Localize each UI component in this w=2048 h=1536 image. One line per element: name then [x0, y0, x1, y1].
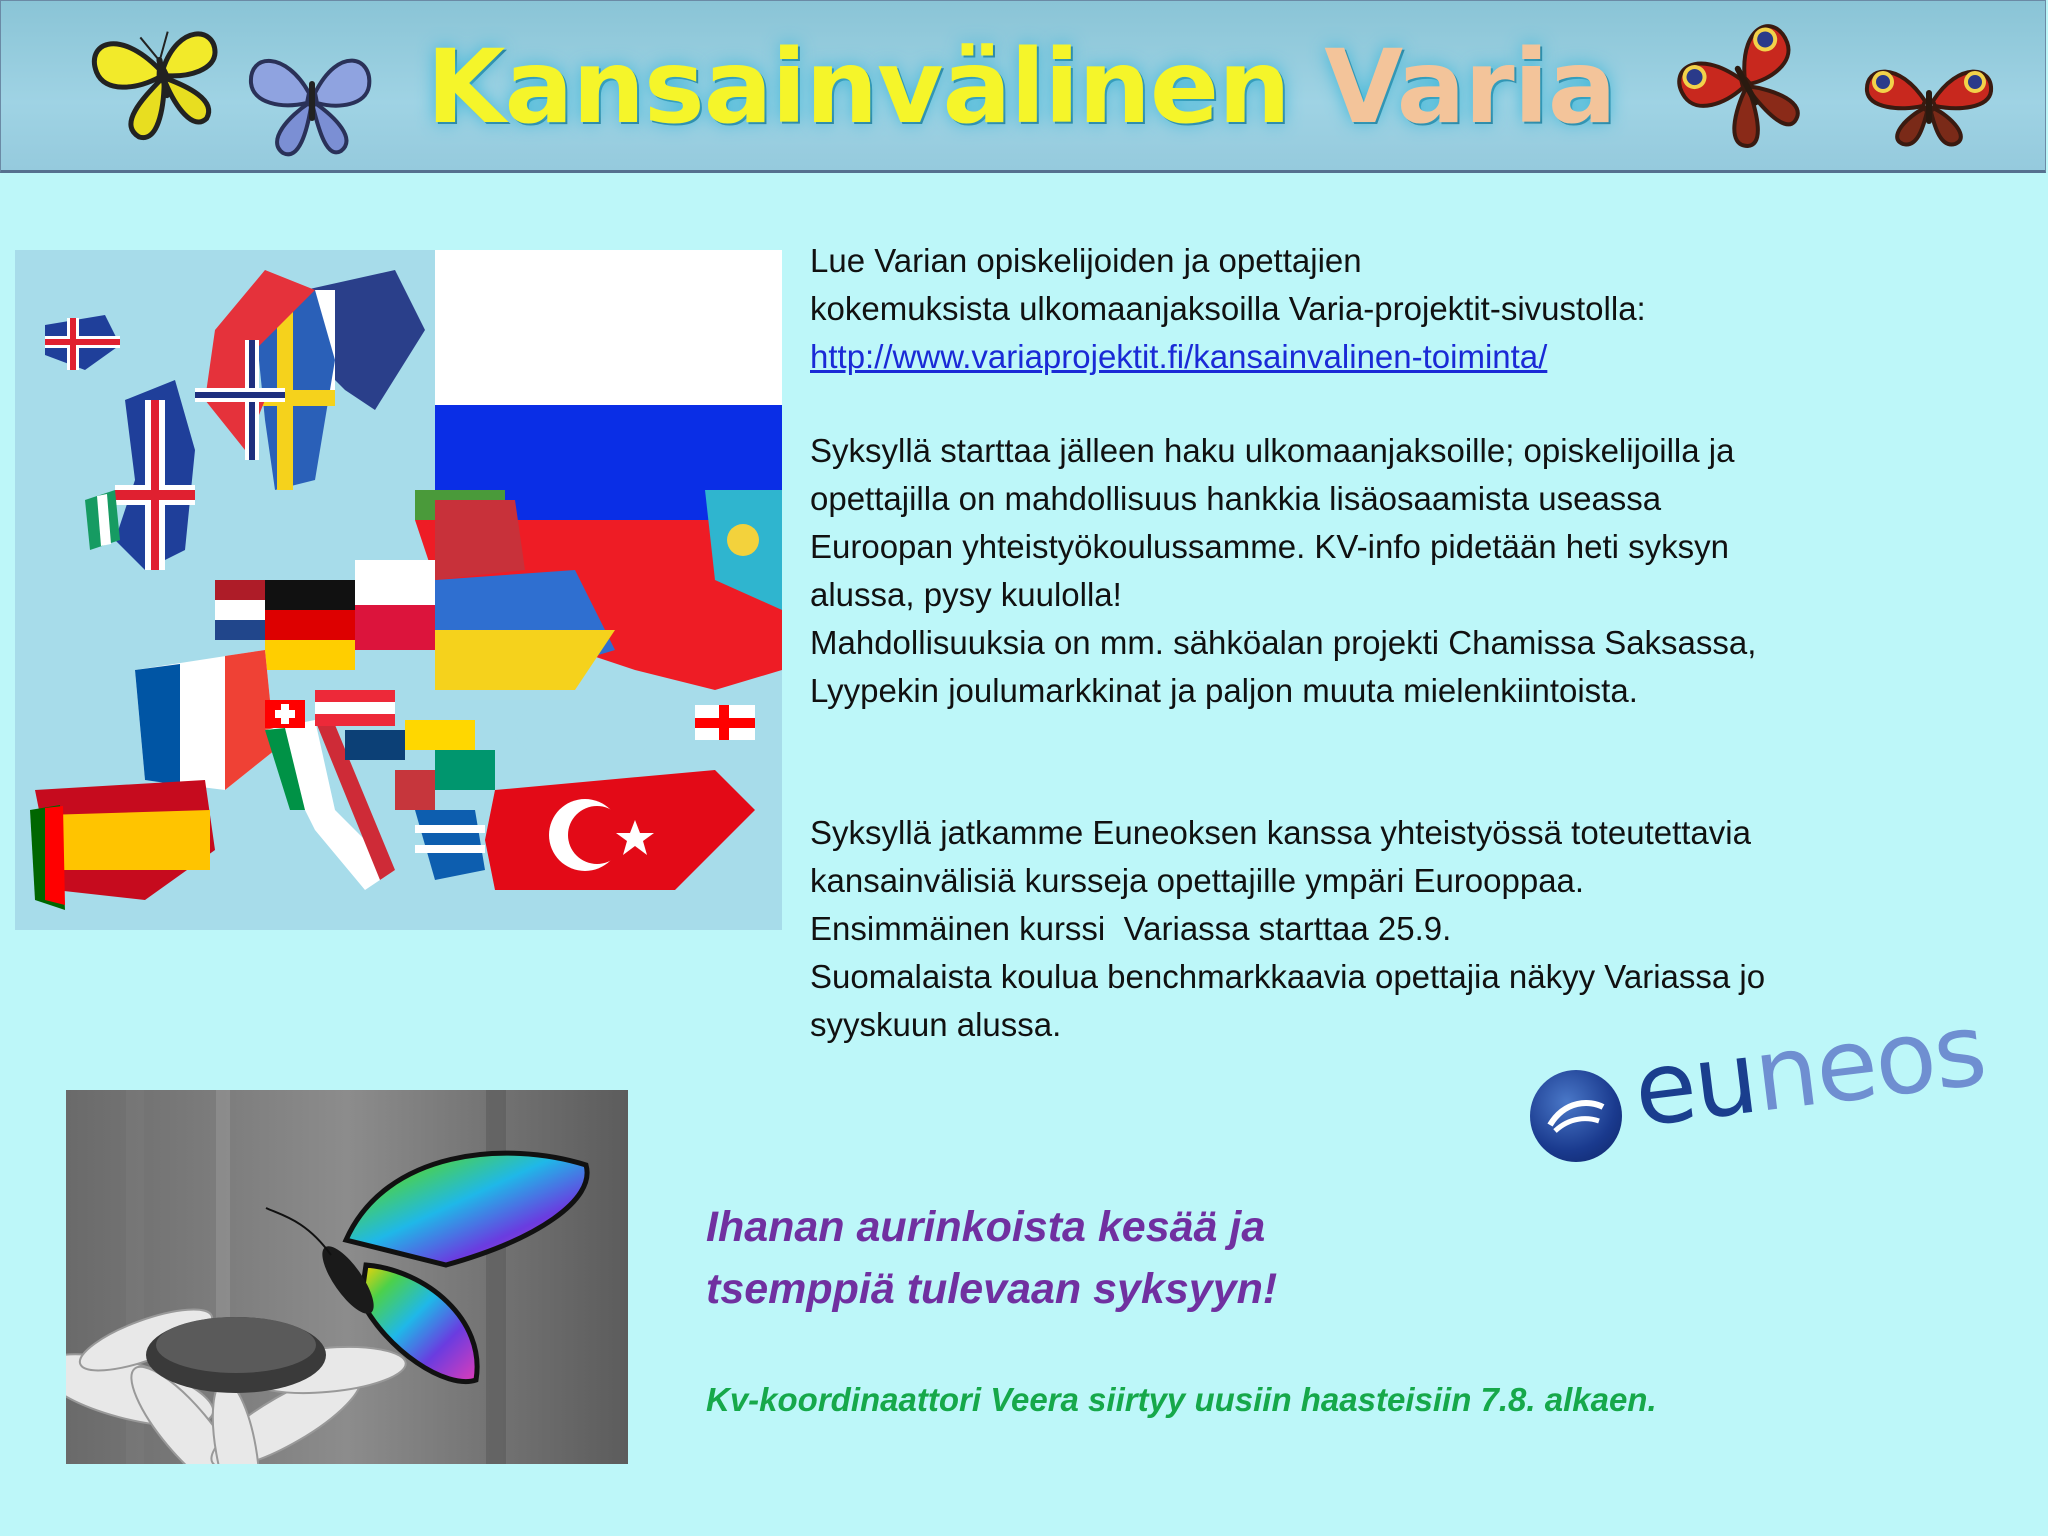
paragraph-line: opettajilla on mahdollisuus hankkia lisäosaamista useassa	[810, 480, 1662, 517]
variaprojektit-link[interactable]: http://www.variaprojektit.fi/kansainvalinen-toiminta/	[810, 338, 1548, 375]
header-banner	[0, 0, 2046, 173]
coordinator-note: Kv-koordinaattori Veera siirtyy uusiin haasteisiin 7.8. alkaen.	[706, 1381, 1657, 1418]
summer-greeting: Ihanan aurinkoista kesää ja tsemppiä tulevaan syksyyn!	[706, 1203, 1278, 1313]
euneos-swoosh-icon	[1545, 1095, 1607, 1135]
butterfly-on-flower-photo	[66, 1090, 628, 1464]
intro-line-1: Lue Varian opiskelijoiden ja opettajien	[810, 242, 1362, 279]
europe-flag-map-image	[15, 250, 782, 930]
paragraph-line: Lyypekin joulumarkkinat ja paljon muuta mielenkiintoista.	[810, 672, 1638, 709]
peacock-butterfly-2-icon	[1859, 56, 1999, 151]
title-word-1: Kansainvälinen	[426, 28, 1290, 147]
blue-butterfly-icon	[241, 31, 381, 161]
intro-line-2: kokemuksista ulkomaanjaksoilla Varia-projektit-sivustolla:	[810, 290, 1646, 327]
paragraph-line: Mahdollisuuksia on mm. sähköalan projekti Chamissa Saksassa,	[810, 624, 1757, 661]
main-text	[810, 237, 1990, 1049]
paragraph-line: syyskuun alussa.	[810, 1006, 1062, 1043]
paragraph-line: Ensimmäinen kurssi Variassa starttaa 25.9.	[810, 910, 1452, 947]
euneos-wordmark: euneos	[1627, 990, 1991, 1150]
euneos-logo	[1525, 990, 1991, 1170]
paragraph-line: Suomalaista koulua benchmarkkaavia opettajia näkyy Variassa jo	[810, 958, 1766, 995]
page-title	[426, 23, 1616, 153]
paragraph-line: alussa, pysy kuulolla!	[810, 576, 1122, 613]
paragraph-line: Euroopan yhteistyökoulussamme. KV-info pidetään heti syksyn	[810, 528, 1730, 565]
yellow-butterfly-icon	[89, 9, 234, 144]
peacock-butterfly-icon	[1673, 13, 1813, 153]
paragraph-line: Syksyllä starttaa jälleen haku ulkomaanjaksoille; opiskelijoilla ja	[810, 432, 1735, 469]
paragraph-line: Syksyllä jatkamme Euneoksen kanssa yhteistyössä toteutettavia	[810, 814, 1751, 851]
paragraph-line: kansainvälisiä kursseja opettajille ympäri Eurooppaa.	[810, 862, 1585, 899]
title-word-2: Varia	[1324, 28, 1616, 147]
